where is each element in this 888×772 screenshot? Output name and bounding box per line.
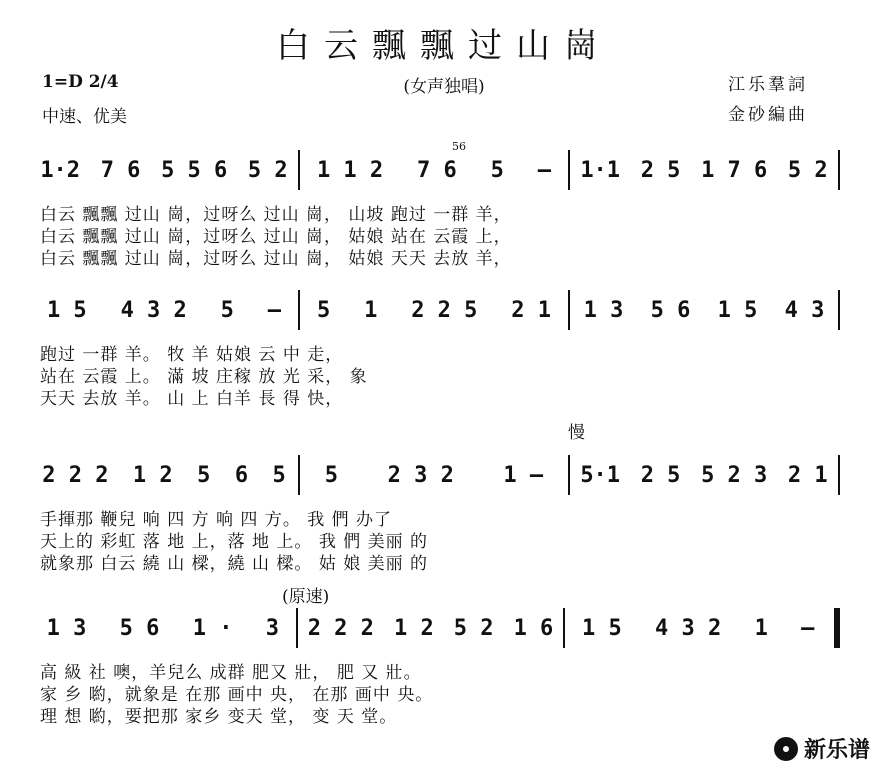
lyric-line: 天上的 彩虹 落 地 上，落 地 上。 我 們 美丽 的 (40, 532, 429, 552)
lyric-line: 高 級 社 噢，羊兒么 成群 肥又 壯， 肥 又 壯。 (40, 663, 422, 683)
lyric-line: 手揮那 鞭兒 响 四 方 响 四 方。 我 們 办了 (40, 510, 393, 530)
note-group: 1 6 (513, 615, 554, 641)
lyric-line: 天天 去放 羊。 山 上 白羊 長 得 快， (40, 389, 344, 409)
page-title: 白云飄飄过山崗 (276, 26, 612, 66)
measure (570, 158, 838, 183)
notation-line (30, 455, 840, 495)
composer-credit: 金砂編曲 (728, 105, 808, 125)
note-group: 1 (364, 297, 378, 323)
measure (300, 463, 568, 488)
note-group: 5 2 (247, 157, 288, 183)
note-group: 5 2 3 (701, 462, 768, 488)
measure (30, 158, 298, 183)
note-group: 5 (324, 462, 339, 488)
note-group: 5 (197, 462, 211, 488)
note-group: 2 2 2 (307, 615, 374, 641)
note-group: 1 1 2 (316, 157, 384, 183)
lyric-line: 家 乡 喲，就象是 在那 画中 央， 在那 画中 央。 (40, 685, 434, 705)
score-system (30, 608, 840, 748)
lyric-line: 白云 飄飄 过山 崗，过呀么 过山 崗， 姑娘 站在 云霞 上， (40, 227, 512, 247)
note-group: 2 1 (511, 297, 552, 323)
bar-line (838, 150, 840, 190)
note-group: 5 6 (119, 615, 160, 641)
note-group: 1·1 (580, 157, 621, 183)
bar-line (834, 608, 840, 648)
note-group: 5 5 6 (161, 157, 228, 183)
note-group: 2 2 2 (42, 462, 109, 488)
note-group: 4 3 2 (655, 615, 722, 641)
subtitle: (女声独唱) (403, 77, 485, 97)
score-system (30, 290, 840, 430)
note-group: 5 (316, 297, 331, 323)
note-group: 4 3 (784, 297, 825, 323)
note-group: 7 6 (417, 157, 457, 183)
note-group: 5 (490, 157, 504, 183)
note-group: 4 3 2 (120, 297, 187, 323)
measure (565, 616, 831, 641)
note-group: 3 (265, 615, 279, 641)
lyric-line: 跑过 一群 羊。 牧 羊 姑娘 云 中 走， (40, 345, 344, 365)
measure (300, 158, 568, 183)
note-group: 5 (220, 297, 234, 323)
lyricist-credit: 江乐羣詞 (728, 75, 808, 95)
lyric-line: 白云 飄飄 过山 崗，过呀么 过山 崗， 姑娘 天天 去放 羊， (40, 249, 512, 269)
note-group: 1 7 6 (701, 157, 768, 183)
note-group: 2 2 5 (411, 297, 478, 323)
note-group: 1 — (503, 462, 544, 488)
lyric-line: 理 想 喲，要把那 家乡 变天 堂， 变 天 堂。 (40, 707, 398, 727)
notation-line (30, 150, 840, 190)
note-group: 1 (754, 615, 768, 641)
original-tempo-marking: (原速) (282, 587, 330, 607)
grace-note: 56 (452, 140, 466, 153)
bar-line (838, 290, 840, 330)
measure (30, 616, 296, 641)
watermark-text: 新乐谱 (803, 738, 870, 763)
note-group: 1 3 (46, 615, 87, 641)
tempo-marking: 中速、优美 (42, 107, 127, 127)
lyric-line: 站在 云霞 上。 滿 坡 庄稼 放 光 采， 象 (40, 367, 368, 387)
note-group: 5 2 (787, 157, 828, 183)
lyric-line: 白云 飄飄 过山 崗，过呀么 过山 崗， 山坡 跑过 一群 羊， (40, 205, 512, 225)
disc-icon (774, 737, 798, 761)
watermark-logo (774, 733, 870, 764)
note-group: 5 6 (650, 297, 691, 323)
bar-line (838, 455, 840, 495)
note-group: 1 3 (583, 297, 624, 323)
note-group: — (267, 297, 282, 323)
measure (30, 463, 298, 488)
note-group: 1 5 (717, 297, 758, 323)
note-group: 1 2 (132, 462, 173, 488)
note-group: 5 (272, 462, 286, 488)
key-meter: 1=D 2/4 (42, 72, 119, 92)
notation-line (30, 290, 840, 330)
measure (570, 463, 838, 488)
measure (30, 298, 298, 323)
note-group: 2 5 (640, 157, 681, 183)
note-group: 6 (234, 462, 249, 488)
note-group: — (537, 157, 552, 183)
note-group: 5·1 (580, 462, 621, 488)
score-system (30, 455, 840, 595)
note-group: 1 5 (581, 615, 622, 641)
note-group: 7 6 (100, 157, 141, 183)
measure (300, 298, 568, 323)
measure (570, 298, 838, 323)
note-group: 1 · (192, 615, 233, 641)
note-group: — (801, 615, 815, 641)
slow-marking: 慢 (568, 423, 585, 443)
note-group: 5 2 (453, 615, 494, 641)
note-group: 2 5 (640, 462, 681, 488)
note-group: 2 1 (787, 462, 828, 488)
note-group: 2 3 2 (387, 462, 454, 488)
note-group: 1 5 (46, 297, 87, 323)
notation-line (30, 608, 840, 648)
note-group: 1 2 (393, 615, 434, 641)
note-group: 1·2 (40, 157, 81, 183)
measure (298, 616, 564, 641)
lyric-line: 就象那 白云 繞 山 樑，繞 山 樑。 姑 娘 美丽 的 (40, 554, 429, 574)
score-system (30, 150, 840, 290)
